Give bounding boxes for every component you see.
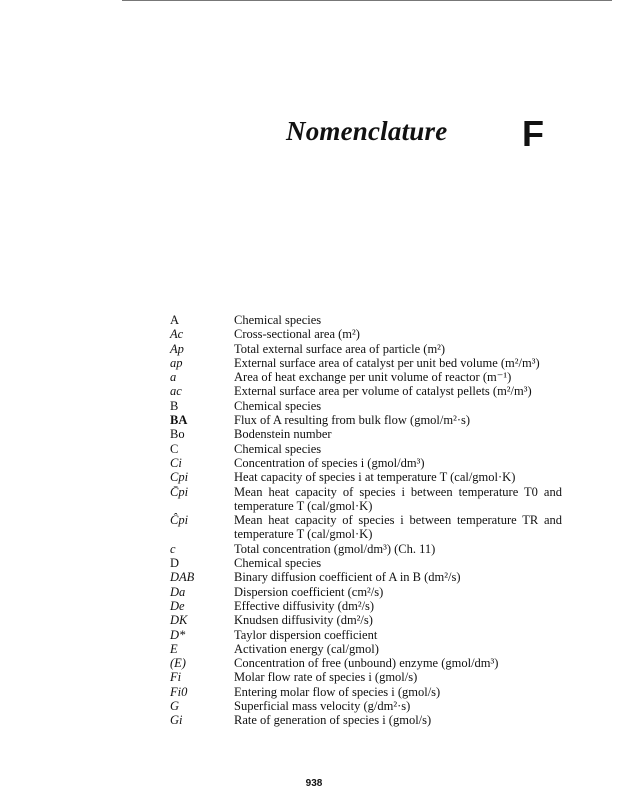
- list-item: [0, 399, 628, 413]
- symbol: (E): [170, 656, 186, 671]
- definition: Cross-sectional area (m²): [234, 327, 360, 342]
- list-item: [0, 427, 628, 441]
- definition: Molar flow rate of species i (gmol/s): [234, 670, 418, 685]
- list-item: [0, 656, 628, 670]
- list-item: [0, 370, 628, 384]
- symbol: D*: [170, 627, 186, 642]
- symbol: BA: [170, 413, 188, 428]
- symbol: DAB: [170, 570, 195, 585]
- definition: Bodenstein number: [234, 427, 332, 442]
- list-item: [0, 628, 628, 642]
- symbol: Ci: [170, 455, 182, 470]
- list-item: [0, 613, 628, 627]
- list-item: [0, 713, 628, 727]
- definition: Heat capacity of species i at temperature T (cal/gmol·K): [234, 470, 516, 485]
- symbol: De: [170, 598, 185, 613]
- top-rule: [122, 0, 612, 1]
- page-number: 938: [305, 778, 323, 789]
- symbol: E: [170, 641, 178, 656]
- symbol: Fi: [170, 670, 182, 685]
- symbol: G: [170, 699, 180, 714]
- nomenclature-list: [0, 313, 628, 728]
- list-item: [0, 599, 628, 613]
- symbol: Ap: [170, 341, 184, 356]
- definition: Concentration of free (unbound) enzyme (gmol/dm³): [234, 656, 499, 671]
- list-item: [0, 327, 628, 341]
- definition: External surface area of catalyst per unit bed volume (m²/m³): [234, 355, 540, 370]
- list-item: [0, 513, 628, 542]
- definition: Mean heat capacity of species i between temperature T0 and temperature T (cal/gmol·K): [234, 484, 562, 513]
- list-item: [0, 413, 628, 427]
- definition: Mean heat capacity of species i between temperature TR and temperature T (cal/gmol·K): [234, 513, 562, 542]
- symbol: Bo: [170, 427, 185, 442]
- list-item: [0, 585, 628, 599]
- list-item: [0, 384, 628, 398]
- list-item: [0, 356, 628, 370]
- symbol: ac: [170, 384, 182, 399]
- definition: Flux of A resulting from bulk flow (gmol/m²·s): [234, 413, 471, 428]
- definition: External surface area per volume of catalyst pellets (m²/m³): [234, 384, 532, 399]
- symbol: Cpi: [170, 470, 189, 485]
- list-item: [0, 642, 628, 656]
- symbol: Ac: [170, 327, 184, 342]
- list-item: [0, 699, 628, 713]
- symbol: Ĉpi: [170, 513, 189, 528]
- symbol: D: [170, 556, 180, 571]
- definition: Concentration of species i (gmol/dm³): [234, 455, 425, 470]
- symbol: DK: [170, 613, 188, 628]
- list-item: [0, 342, 628, 356]
- list-item: [0, 313, 628, 327]
- symbol: a: [170, 370, 177, 385]
- symbol: B: [170, 398, 179, 413]
- symbol: A: [170, 313, 180, 327]
- definition: Total concentration (gmol/dm³) (Ch. 11): [234, 541, 436, 556]
- symbol: Da: [170, 584, 186, 599]
- symbol: C̄pi: [170, 484, 189, 499]
- list-item: [0, 470, 628, 484]
- definition: Activation energy (cal/gmol): [234, 641, 379, 656]
- list-item: [0, 556, 628, 570]
- definition: Area of heat exchange per unit volume of reactor (m⁻¹): [234, 370, 512, 385]
- list-item: [0, 670, 628, 684]
- list-item: [0, 456, 628, 470]
- definition: Taylor dispersion coefficient: [234, 627, 378, 642]
- definition: Total external surface area of particle (m²): [234, 341, 446, 356]
- page-title: Nomenclature: [286, 116, 448, 146]
- list-item: [0, 542, 628, 556]
- definition: Superficial mass velocity (g/dm²·s): [234, 699, 411, 714]
- definition: Chemical species: [234, 398, 322, 413]
- definition: Chemical species: [234, 441, 322, 456]
- definition: Entering molar flow of species i (gmol/s): [234, 684, 441, 699]
- list-item: [0, 570, 628, 584]
- list-item: [0, 442, 628, 456]
- list-item: [0, 685, 628, 699]
- definition: Rate of generation of species i (gmol/s): [234, 713, 432, 728]
- definition: Binary diffusion coefficient of A in B (dm²/s): [234, 570, 461, 585]
- symbol: ap: [170, 355, 183, 370]
- definition: Effective diffusivity (dm²/s): [234, 598, 375, 613]
- definition: Knudsen diffusivity (dm²/s): [234, 613, 373, 628]
- appendix-letter: F: [522, 113, 544, 154]
- symbol: Fi0: [170, 684, 188, 699]
- symbol: C: [170, 441, 179, 456]
- list-item: [0, 485, 628, 514]
- symbol: Gi: [170, 713, 183, 728]
- definition: Chemical species: [234, 556, 322, 571]
- symbol: c: [170, 541, 176, 556]
- definition: Chemical species: [234, 313, 322, 327]
- definition: Dispersion coefficient (cm²/s): [234, 584, 384, 599]
